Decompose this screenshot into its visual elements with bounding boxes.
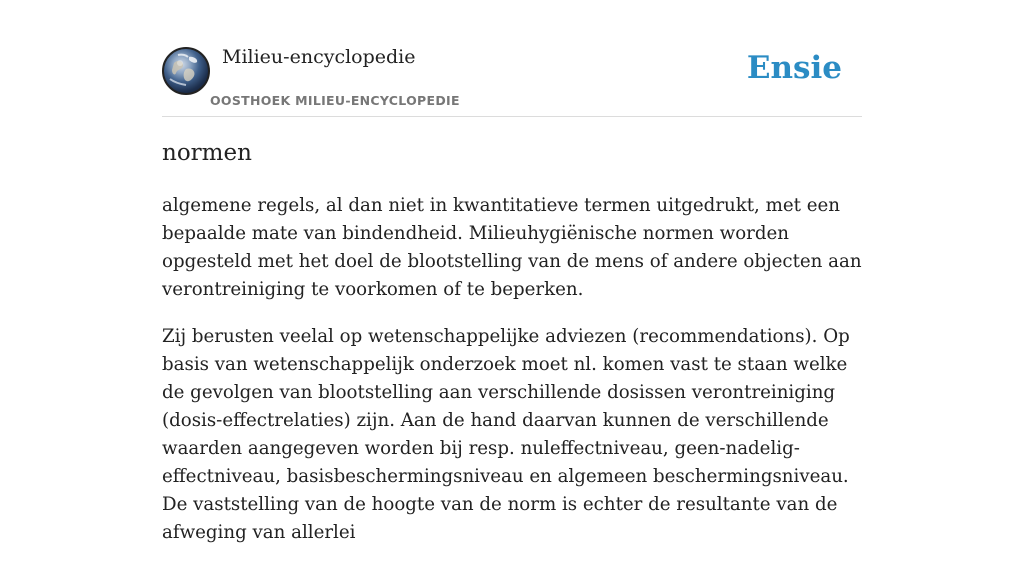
source-header <box>162 46 862 117</box>
earth-globe-icon[interactable] <box>162 47 210 95</box>
ensie-logo[interactable]: Ensie <box>746 50 842 86</box>
source-subtitle[interactable]: OOSTHOEK MILIEU-ENCYCLOPEDIE <box>210 93 460 108</box>
source-name[interactable]: Milieu-encyclopedie <box>222 46 416 68</box>
entry-body <box>162 192 867 566</box>
entry-paragraph: algemene regels, al dan niet in kwantitatieve termen uitgedrukt, met een bepaalde mate van bindendheid. Milieuhygiënische normen worden opgesteld met het doel de blootstelling van de mens of andere objecten aan verontreiniging te voorkomen of te beperken. <box>162 195 862 300</box>
entry-paragraph: Zij berusten veelal op wetenschappelijke adviezen (recommendations). Op basis van wetenschappelijk onderzoek moet nl. komen vast te staan welke de gevolgen van blootstelling aan verschillende dosissen verontreiniging (dosis-effectrelaties) zijn. Aan de hand daarvan kunnen de verschillende waarden aangegeven worden bij resp. nuleffectniveau, geen-nadelig-effectniveau, basisbeschermingsniveau en algemeen beschermingsniveau. De vaststelling van de hoogte van de norm is echter de resultante van de afweging van allerlei <box>162 326 850 543</box>
entry-title: normen <box>162 140 252 166</box>
